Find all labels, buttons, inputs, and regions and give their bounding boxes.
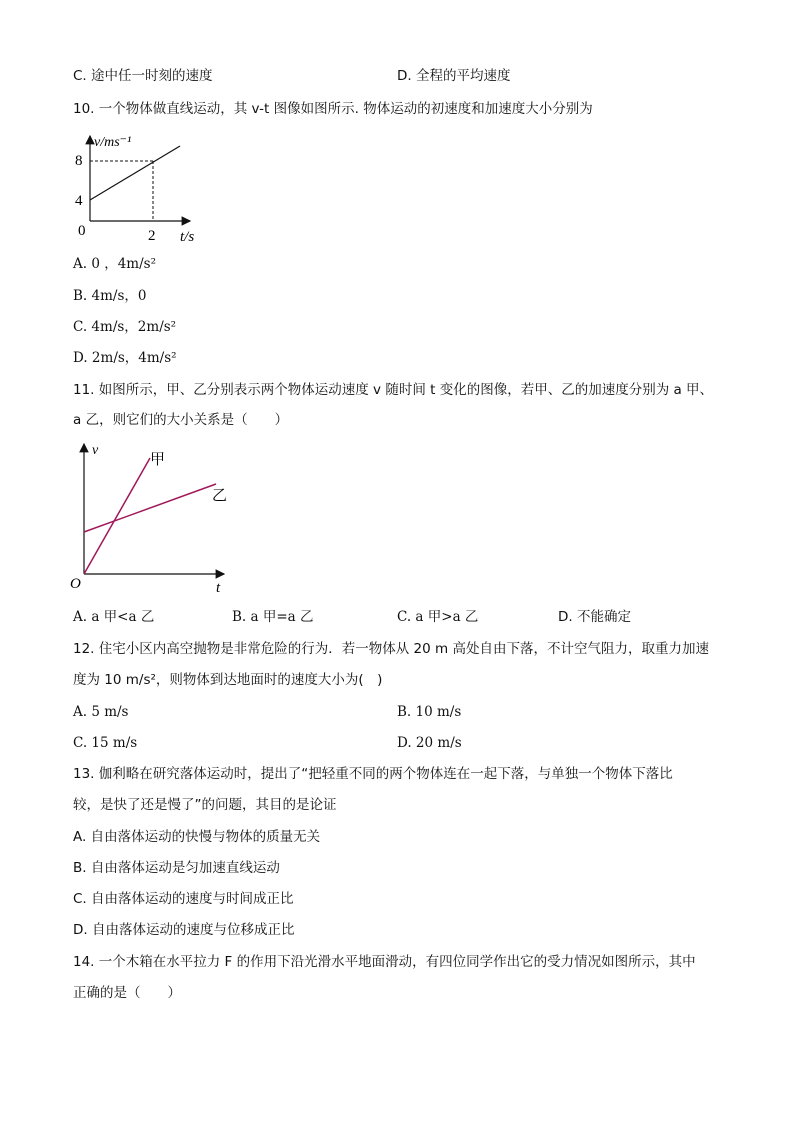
q9-option-d: D. 全程的平均速度: [397, 68, 511, 84]
q12-stem-line2: 度为 10 m/s²，则物体到达地面时的速度大小为( ): [73, 672, 383, 688]
q11-x-axis-label: t: [216, 580, 221, 596]
q11-label-yi: 乙: [212, 488, 228, 504]
q11-line-yi: [84, 484, 216, 532]
q10-option-d: D. 2m/s，4m/s²: [73, 350, 177, 366]
q12-option-c: C. 15 m/s: [73, 735, 138, 751]
q13-option-b: B. 自由落体运动是匀加速直线运动: [73, 860, 280, 876]
q10-x-axis-label: t/s: [180, 229, 195, 245]
q12-option-d: D. 20 m/s: [397, 735, 462, 751]
q12-stem-line1: 12. 住宅小区内高空抛物是非常危险的行为．若一物体从 20 m 高处自由下落，不计空气阻力，取重力加速: [73, 641, 709, 657]
q14-stem-line2: 正确的是（ ）: [73, 985, 181, 1001]
q13-stem-line2: 较，是快了还是慢了”的问题，其目的是论证: [73, 797, 337, 813]
q12-option-a: A. 5 m/s: [73, 704, 129, 720]
q10-y-axis-label: v/ms⁻¹: [94, 135, 132, 150]
q10-vt-graph: [70, 128, 210, 246]
q10-x-tick-2: 2: [148, 228, 156, 244]
q12-option-b: B. 10 m/s: [397, 704, 462, 720]
q11-stem-line1: 11. 如图所示，甲、乙分别表示两个物体运动速度 v 随时间 t 变化的图像，若甲、乙的加速度分别为 a 甲、: [73, 382, 714, 398]
q11-option-a: A. a 甲<a 乙: [73, 609, 155, 625]
q10-option-a: A. 0 ，4m/s²: [73, 256, 156, 272]
q11-label-jia: 甲: [150, 452, 166, 468]
q10-origin-label: 0: [78, 223, 86, 239]
q13-stem-line1: 13. 伽利略在研究落体运动时，提出了“把轻重不同的两个物体连在一起下落，与单独一个物体下落比: [73, 766, 673, 782]
q11-option-d: D. 不能确定: [558, 609, 631, 625]
q14-stem-line1: 14. 一个木箱在水平拉力 F 的作用下沿光滑水平地面滑动，有四位同学作出它的受力情况如图所示，其中: [73, 954, 696, 970]
q11-option-c: C. a 甲>a 乙: [397, 609, 479, 625]
q10-option-b: B. 4m/s，0: [73, 288, 147, 304]
q11-stem-line2: a 乙，则它们的大小关系是（ ）: [73, 412, 289, 428]
q10-option-c: C. 4m/s，2m/s²: [73, 319, 177, 335]
q13-option-d: D. 自由落体运动的速度与位移成正比: [73, 922, 295, 938]
q10-y-tick-8: 8: [75, 153, 83, 169]
q11-vt-graph: [66, 438, 236, 598]
q10-velocity-line: [90, 146, 180, 200]
q11-option-b: B. a 甲=a 乙: [232, 609, 314, 625]
q13-option-c: C. 自由落体运动的速度与时间成正比: [73, 891, 294, 907]
q9-option-c: C. 途中任一时刻的速度: [73, 68, 213, 84]
q13-option-a: A. 自由落体运动的快慢与物体的质量无关: [73, 829, 321, 845]
q11-y-axis-label: v: [92, 443, 99, 458]
q10-y-tick-4: 4: [75, 193, 83, 209]
q11-line-jia: [84, 458, 150, 574]
q10-stem: 10. 一个物体做直线运动，其 v-t 图像如图所示. 物体运动的初速度和加速度大小分别为: [73, 101, 593, 117]
q11-origin-label: O: [70, 576, 81, 592]
